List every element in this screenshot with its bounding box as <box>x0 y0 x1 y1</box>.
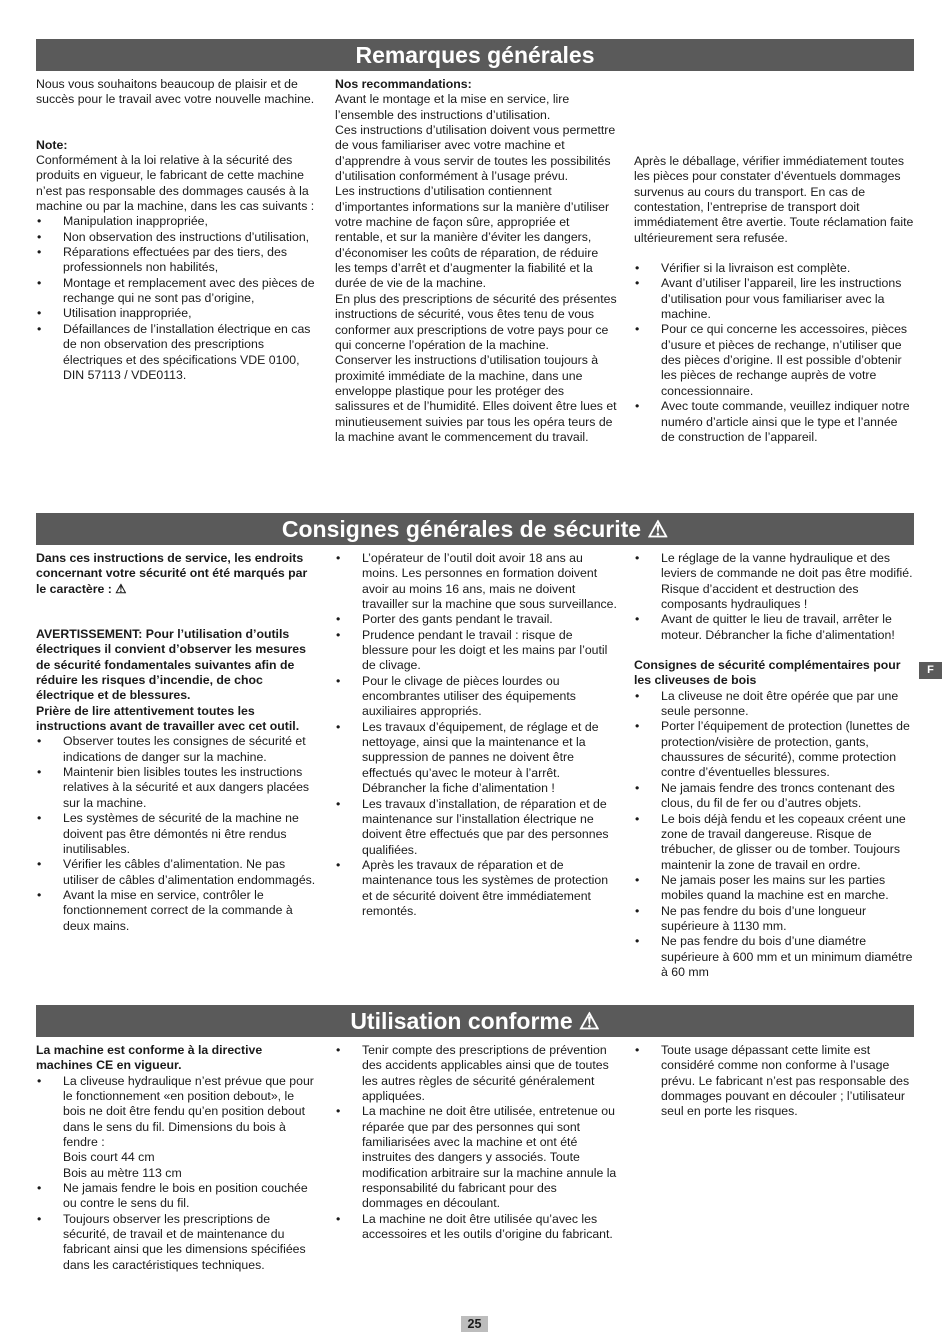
reco-paragraph: Ces instructions d’utilisation doivent vous permettre de vous familiariser avec votre machine et d’apprendre à vous servir de toutes les possibilités d’utilisation conformément à l’usage prévu. <box>335 123 616 184</box>
usage-item-line: Bois court 44 cm <box>63 1150 155 1165</box>
safety-col-3 <box>634 551 914 980</box>
list-item: • Le réglage de la vanne hydraulique et des leviers de commande ne doit pas être modifié. Risque d’accident et destruction des composants hydrauliques ! <box>634 551 914 612</box>
list-item: • Avec toute commande, veuillez indiquer notre numéro d’article ainsi que le type et l’année de construction de l’appareil. <box>634 399 914 445</box>
list-item: • L’opérateur de l’outil doit avoir 18 ans au moins. Les personnes en formation doivent avoir au moins 16 ans, mais ne doivent travailler sur la machine que sous surveillance. <box>335 551 617 612</box>
list-item: • Avant de quitter le lieu de travail, arrêter le moteur. Débrancher la fiche d’alimentation! <box>634 612 914 643</box>
usage-item-text: La cliveuse hydraulique n’est prévue que pour le fonctionnement «en position debout», le bois ne doit être fendu qu’en position debout dans le sens du fil. Dimensions du bois à fendre : <box>63 1073 314 1150</box>
list-item <box>36 1074 318 1181</box>
usage-list-a <box>36 1074 318 1273</box>
list-item: • Observer toutes les consignes de sécurité et indications de danger sur la machine. <box>36 734 318 765</box>
usage-col-3 <box>634 1043 914 1120</box>
usage-col-1 <box>36 1043 318 1273</box>
general-col-3 <box>634 77 914 445</box>
checks-list <box>634 261 914 445</box>
read-all-text: Prière de lire attentivement toutes les instructions avant de travailler avec cet outil. <box>36 703 300 734</box>
safety-col-2 <box>335 551 617 919</box>
list-item: • Ne jamais fendre des troncs contenant des clous, du fil de fer ou d’autres objets. <box>634 781 914 812</box>
usage-list-c <box>634 1043 914 1120</box>
reco-title: Nos recommandations: <box>335 77 472 91</box>
usage-intro: La machine est conforme à la directive machines CE en vigueur. <box>36 1043 263 1073</box>
safety-col-1 <box>36 551 318 934</box>
list-item: • Non observation des instructions d’utilisation, <box>36 230 318 245</box>
list-item: • Ne jamais fendre le bois en position couchée ou contre le sens du fil. <box>36 1181 318 1212</box>
list-item: • Toujours observer les prescriptions de sécurité, de travail et de maintenance du fabricant ainsi que les dimensions spécifiées dans les caractéristiques techniques. <box>36 1212 318 1273</box>
list-item: • La machine ne doit être utilisée qu’avec les accessoires et les outils d’origine du fabricant. <box>335 1212 617 1243</box>
reco-paragraph: Après le déballage, vérifier immédiatement toutes les pièces pour constater d’éventuels dommages survenus au cours du transport. En cas de contestation, l’entreprise de transport doit immédiatement être avertie. Toute réclamation faite ultérieurement sera refusée. <box>634 154 914 245</box>
list-item: • La machine ne doit être utilisée, entretenue ou réparée que par des personnes qui sont familiarisées avec la machine et ont été instruites des dangers y associés. Toute modification arbitraire sur la machine annule la responsabilité du fabricant pour des dommages en découlant. <box>335 1104 617 1211</box>
list-item: • Utilisation inappropriée, <box>36 306 318 321</box>
list-item: • Pour le clivage de pièces lourdes ou encombrantes utiliser des équipements auxiliaires appropriés. <box>335 674 617 720</box>
list-item: • Le bois déjà fendu et les copeaux créent une zone de travail dangereuse. Risque de trébucher, de glisser ou de tomber. Toujours maintenir la zone de travail en ordre. <box>634 812 914 873</box>
list-item: • Pour ce qui concerne les accessoires, pièces d’usure et pièces de rechange, n’utiliser que des pièces d’origine. Il est possible d’obtenir les pièces de rechange auprès de votre concessionnaire. <box>634 322 914 399</box>
list-item: • Prudence pendant le travail : risque de blessure pour les doigt et les mains par l’outil de clivage. <box>335 628 617 674</box>
list-item: • Porter l’équipement de protection (lunettes de protection/visière de protection, gants, chaussures de sécurité), comme protection contre d’éventuelles blessures. <box>634 719 914 780</box>
section-banner-safety: Consignes générales de sécurite ⚠ <box>36 513 914 545</box>
section-banner-usage: Utilisation conforme ⚠ <box>36 1005 914 1037</box>
safety-list-b <box>335 551 617 919</box>
general-col-1 <box>36 77 318 383</box>
reco-paragraph: Les instructions d’utilisation contiennent d’importantes informations sur la manière d’utiliser votre machine de façon sûre, appropriée et rentable, et sur la manière d’éviter les dangers, d’économiser les coûts de réparation, de réduire les temps d’arrêt et d’augmenter la fiabilité et la durée de vie de la machine. <box>335 184 610 291</box>
list-item: • Ne jamais poser les mains sur les parties mobiles quand la machine est en marche. <box>634 873 914 904</box>
intro-text: Nous vous souhaitons beaucoup de plaisir et de succès pour le travail avec votre nouvelle machine. <box>36 77 315 107</box>
list-item: • Manipulation inappropriée, <box>36 214 318 229</box>
list-item: • Les travaux d’équipement, de réglage et de nettoyage, ainsi que la maintenance et la suppression de pannes ne doivent être effectués qu’avec le moteur à l’arrêt. Débrancher la fiche d’alimentation ! <box>335 720 617 797</box>
list-item: • Toute usage dépassant cette limite est considéré comme non conforme à l’usage prévu. Le fabricant n’est pas responsable des dommages pouvant en découler ; l’utilisateur seul en porte les risques. <box>634 1043 914 1120</box>
reco-paragraph: Avant le montage et la mise en service, lire l’ensemble des instructions d’utilisation. <box>335 92 570 122</box>
list-item: • Les travaux d’installation, de réparation et de maintenance sur l’installation électrique ne doivent être effectués que par des personnes qualifiées. <box>335 797 617 858</box>
extra-safety-title: Consignes de sécurité complémentaires pour les cliveuses de bois <box>634 658 901 688</box>
safety-list-c <box>634 551 914 643</box>
list-item: • Ne pas fendre du bois d’une longueur supérieure à 1130 mm. <box>634 904 914 935</box>
list-item: • Maintenir bien lisibles toutes les instructions relatives à la sécurité et aux dangers placées sur la machine. <box>36 765 318 811</box>
liability-cases-list <box>36 214 318 383</box>
usage-item-line: Bois au mètre 113 cm <box>63 1165 182 1180</box>
list-item: • Les systèmes de sécurité de la machine ne doivent pas être démontés ni être rendus inutilisables. <box>36 811 318 857</box>
safety-list-d <box>634 689 914 981</box>
section-banner-general: Remarques générales <box>36 39 914 71</box>
safety-list-a <box>36 734 318 933</box>
list-item: • Avant la mise en service, contrôler le fonctionnement correct de la commande à deux mains. <box>36 888 318 934</box>
list-item: • Montage et remplacement avec des pièces de rechange qui ne sont pas d’origine, <box>36 276 318 307</box>
note-text: Conformément à la loi relative à la sécurité des produits en vigueur, le fabricant de cette machine n’est pas responsable des dommages causés à la machine ou par la machine, dans les cas suivants : <box>36 153 315 214</box>
language-tab: F <box>919 662 942 679</box>
list-item: • Avant d’utiliser l’appareil, lire les instructions d’utilisation pour vous familiariser avec la machine. <box>634 276 914 322</box>
warning-text: AVERTISSEMENT: Pour l’utilisation d’outils électriques il convient d’observer les mesures de sécurité fondamentales suivantes afin de réduire les risques d’incendie, de choc électrique et de blessures. <box>36 627 306 703</box>
usage-list-b <box>335 1043 617 1242</box>
usage-col-2 <box>335 1043 617 1242</box>
safety-intro: Dans ces instructions de service, les endroits concernant votre sécurité ont été marqués par le caractère : ⚠ <box>36 551 308 596</box>
list-item: • Défaillances de l’installation électrique en cas de non observation des prescriptions électriques et des spécifications VDE 0100, DIN 57113 / VDE0113. <box>36 322 318 383</box>
list-item: • Vérifier les câbles d’alimentation. Ne pas utiliser de câbles d’alimentation endommagés. <box>36 857 318 888</box>
general-col-2 <box>335 77 617 445</box>
list-item: • Tenir compte des prescriptions de prévention des accidents applicables ainsi que de toutes les autres règles de sécurité généralement appliquées. <box>335 1043 617 1104</box>
reco-paragraph: En plus des prescriptions de sécurité des présentes instructions de sécurité, vous êtes tenu de vous conformer aux prescriptions de votre pays pour ce qui concerne l’opération de la machine. <box>335 291 617 352</box>
reco-paragraph: Conserver les instructions d’utilisation toujours à proximité immédiate de la machine, dans une enveloppe plastique pour les protéger des salissures et de l’humidité. Elles doivent être lues et minutieusement suivies par tous les opéra teurs de la machine avant le commencement du travail. <box>335 353 617 444</box>
list-item: • Vérifier si la livraison est complète. <box>634 261 914 276</box>
list-item: • Porter des gants pendant le travail. <box>335 612 617 627</box>
note-title: Note: <box>36 137 68 152</box>
list-item: • Réparations effectuées par des tiers, des professionnels non habilités, <box>36 245 318 276</box>
list-item: • Ne pas fendre du bois d’une diamétre supérieure à 600 mm et un minimum diamétre à 60 mm <box>634 934 914 980</box>
list-item: • La cliveuse ne doit être opérée que par une seule personne. <box>634 689 914 720</box>
page-number: 25 <box>461 1316 488 1332</box>
list-item: • Après les travaux de réparation et de maintenance tous les systèmes de protection et de sécurité doivent être immédiatement remontés. <box>335 858 617 919</box>
